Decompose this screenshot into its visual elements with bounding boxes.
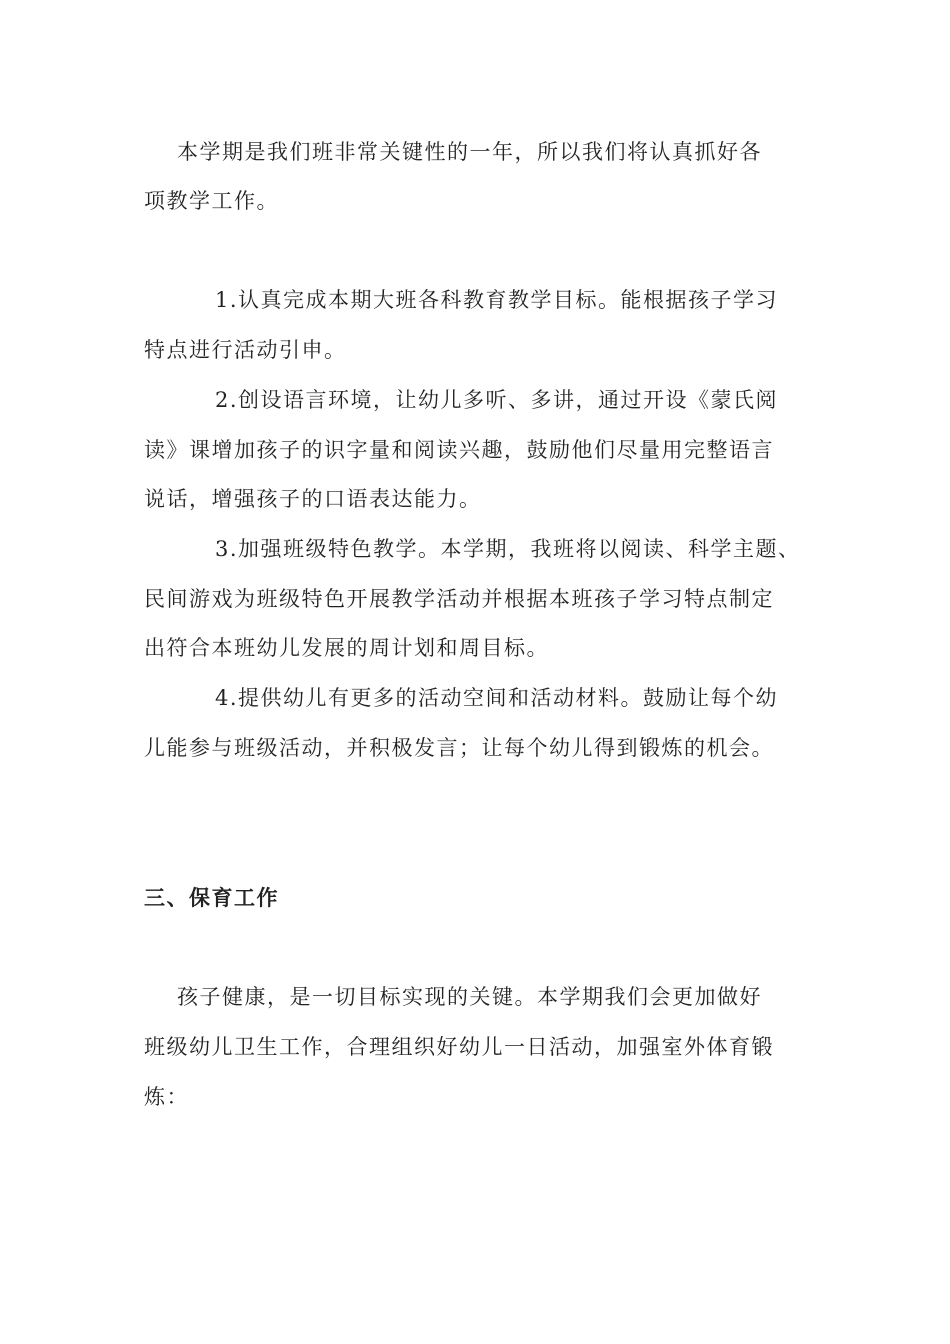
item-4-line-1: 4.提供幼儿有更多的活动空间和活动材料。鼓励让每个幼 [215, 686, 779, 710]
item-4-line-2: 儿能参与班级活动，并积极发言；让每个幼儿得到锻炼的机会。 [144, 736, 774, 760]
item-3-line-2: 民间游戏为班级特色开展教学活动并根据本班孩子学习特点制定 [144, 587, 774, 611]
section-heading: 三、保育工作 [144, 886, 279, 910]
item-1-line-2: 特点进行活动引申。 [144, 338, 347, 362]
section-line-3: 炼： [144, 1085, 189, 1109]
item-1-line-1: 1.认真完成本期大班各科教育教学目标。能根据孩子学习 [215, 288, 779, 312]
intro-line-1: 本学期是我们班非常关键性的一年，所以我们将认真抓好各 [177, 140, 762, 164]
item-2-line-1: 2.创设语言环境，让幼儿多听、多讲，通过开设《蒙氏阅 [215, 388, 779, 412]
intro-line-2: 项教学工作。 [144, 189, 279, 213]
item-3-line-3: 出符合本班幼儿发展的周计划和周目标。 [144, 636, 549, 660]
item-2-line-2: 读》课增加孩子的识字量和阅读兴趣，鼓励他们尽量用完整语言 [144, 438, 774, 462]
item-3-line-1: 3.加强班级特色教学。本学期，我班将以阅读、科学主题、 [215, 537, 801, 561]
section-line-2: 班级幼儿卫生工作，合理组织好幼儿一日活动，加强室外体育锻 [144, 1035, 774, 1059]
item-2-line-3: 说话，增强孩子的口语表达能力。 [144, 487, 482, 511]
section-line-1: 孩子健康，是一切目标实现的关键。本学期我们会更加做好 [177, 985, 762, 1009]
